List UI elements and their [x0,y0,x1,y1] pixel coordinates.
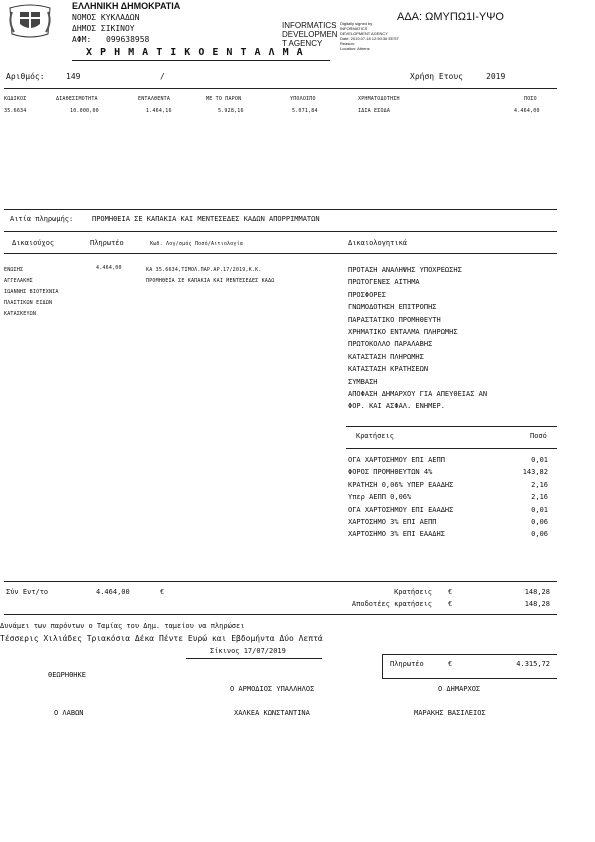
document-item: ΓΝΩΜΟΔΟΤΗΣΗ ΕΠΙΤΡΟΠΗΣ [348,303,437,312]
stamp-detail: Location: Athens [340,46,370,51]
col-header-payable: Πληρωτέο [90,239,124,247]
deduction-label: Υπερ ΑΕΠΠ 0,06% [348,493,412,502]
beneficiary-name-line: ΙΩΑΝΝΗΣ ΒΙΟΤΕΧΝΙΑ [4,289,59,295]
payable-box-top [382,654,557,655]
budget-header-code: ΚΩΔΙΚΟΣ [4,96,27,102]
document-item: ΦΟΡ. ΚΑΙ ΑΣΦΑΛ. ΕΝΗΜΕΡ. [348,402,445,411]
budget-value-remaining: 5.071,84 [292,108,318,114]
remittable-deductions-value: 148,28 [524,600,550,608]
total-entitled-currency: € [160,588,165,596]
budget-header-issued: ΕΝΤΑΛΘΕΝΤΑ [138,96,171,102]
document-item: ΠΡΩΤΟΓΕΝΕΣ ΑΙΤΗΜΑ [348,278,420,287]
deduction-label: ΧΑΡΤΟΣΗΜΟ 3% ΕΠΙ ΕΑΑΔΗΣ [348,530,445,539]
payable-box-left [382,654,383,678]
document-item: ΠΑΡΑΣΤΑΤΙΚΟ ΠΡΟΜΗΘΕΥΤΗ [348,315,441,324]
greek-emblem-logo [4,4,56,38]
payable-label: Πληρωτέο [390,660,424,668]
divider [4,88,557,89]
payment-cause-text: ΠΡΟΜΗΘΕΙΑ ΣΕ ΚΑΠΑΚΙΑ ΚΑΙ ΜΕΝΤΕΣΕΔΕΣ ΚΑΔΩΝ ΑΠΟΡΡΙΜΜΑΤΩΝ [92,215,320,223]
stamp-line: T AGENCY [282,39,323,48]
beneficiary-name-line: ΚΑΤΑΣΚΕΥΩΝ [4,311,37,317]
document-item: ΠΡΟΤΑΣΗ ΑΝΑΛΗΨΗΣ ΥΠΟΧΡΕΩΣΗΣ [348,266,462,274]
beneficiary-detail-line: ΠΡΟΜΗΘΕΙΑ ΣΕ ΚΑΠΑΚΙΑ ΚΑΙ ΜΕΝΤΕΣΕΔΕΣ ΚΑΔΩ [146,278,275,284]
col-header-account: Κωδ. Λογ/σμός Ποσό/Αιτιολογία [150,241,244,247]
deduction-label: ΟΓΑ ΧΑΡΤΟΣΗΜΟΥ ΕΠΙ ΑΕΠΠ [348,456,445,464]
deduction-label: ΚΡΑΤΗΣΗ 0,06% ΥΠΕΡ ΕΑΑΔΗΣ [348,480,454,489]
payable-currency: € [448,660,453,668]
stamp-detail: Date: 2019.07.18 12:50:36 EEST [340,36,399,41]
divider [4,209,557,210]
document-item: ΑΠΟΦΑΣΗ ΔΗΜΑΡΧΟΥ ΓΙΑ ΑΠΕΥΘΕΙΑΣ ΑΝ [348,390,488,399]
header-afm-label: ΑΦΜ: [72,35,92,44]
payment-cause-label: Αιτία πληρωμής: [10,215,74,223]
deduction-label: ΦΟΡΟΣ ΠΡΟΜΗΘΕΥΤΩΝ 4% [348,468,433,477]
deduction-labels [348,454,453,541]
beneficiary-name-line: ΑΓΓΕΛΑΚΗΣ [4,278,33,284]
budget-header-amount: ΠΟΣΟ [524,96,537,102]
remittable-deductions-currency: € [448,600,453,608]
deduction-amount: 0,06 [531,518,548,527]
budget-header-available: ΔΙΑΘΕΣΙΜΟΤΗΤΑ [56,96,98,102]
mayor-name: ΜΑΡΑΚΗΣ ΒΑΣΙΛΕΙΟΣ [414,709,486,717]
payable-value: 4.315,72 [516,660,550,668]
budget-value-issued: 1.464,16 [146,108,172,114]
deduction-amount: 143,82 [522,468,548,477]
budget-value-amount: 4.464,00 [514,108,540,114]
deduction-label: ΟΓΑ ΧΑΡΤΟΣΗΜΟΥ ΕΠΙ ΕΑΑΔΗΣ [348,505,454,514]
deductions-header-amount: Ποσό [530,432,547,440]
budget-value-current: 5.928,16 [218,108,244,114]
deductions-header-label: Κρατήσεις [356,432,394,440]
title-underline [72,60,330,61]
divider [4,253,557,254]
ada-code: ΑΔΑ: ΩΜΥΠΩ1Ι-ΥΨΟ [397,11,504,23]
document-item: ΚΑΤΑΣΤΑΣΗ ΠΛΗΡΩΜΗΣ [348,352,424,361]
beneficiary-name-line: ΕΝΩΣΗΣ [4,267,24,273]
approved-label: ΘΕΩΡΗΘΗΚΕ [48,671,86,679]
col-header-beneficiary: Δικαιούχος [12,239,55,247]
document-item: ΚΑΤΑΣΤΑΣΗ ΚΡΑΤΗΣΕΩΝ [348,365,429,374]
payable-box-bottom [382,678,557,679]
beneficiary-amount: 4.464,00 [96,265,122,271]
total-deductions-label: Κρατήσεις [394,588,432,596]
stamp-line: INFORMATICS [282,21,337,30]
budget-value-code: 35.6634 [4,108,27,114]
fiscal-year-label: Χρήση Ετους [410,72,463,81]
deduction-amounts [486,454,548,541]
responsible-employee-name: ΧΑΛΚΕΑ ΚΩΝΣΤΑΝΤΙΝΑ [234,709,310,717]
number-slash: / [160,72,165,81]
header-country: ΕΛΛΗΝΙΚΗ ΔΗΜΟΚΡΑΤΙΑ [72,1,181,11]
responsible-employee-title: Ο ΑΡΜΟΔΙΟΣ ΥΠΑΛΛΗΛΟΣ [230,685,315,693]
budget-value-funding: ΙΔΙΑ ΕΣΟΔΑ [358,108,391,114]
stamp-detail: Digitally signed by [340,21,373,26]
total-deductions-value: 148,28 [524,588,550,596]
deduction-amount: 2,16 [531,493,548,502]
beneficiary-detail-line: ΚΑ 35.6634,ΤΙΜΟΛ.ΠΑΡ.ΑΡ.17/2019,Κ.Κ. [146,267,262,273]
document-item: ΠΡΩΤΟΚΟΛΛΟ ΠΑΡΑΛΑΒΗΣ [348,340,433,349]
budget-header-current: ΜΕ ΤΟ ΠΑΡΟΝ [206,96,242,102]
beneficiary-detail [146,265,274,287]
document-item: ΧΡΗΜΑΤΙΚΟ ΕΝΤΑΛΜΑ ΠΛΗΡΩΜΗΣ [348,328,458,337]
document-item: ΣΥΜΒΑΣΗ [348,377,378,386]
deduction-amount: 0,06 [531,530,548,539]
fiscal-year-value: 2019 [486,72,506,81]
header-municipality: ΔΗΜΟΣ ΣΙΚΙΝΟΥ [72,24,135,33]
total-entitled-value: 4.464,00 [96,588,130,596]
number-value: 149 [66,72,81,81]
recipient-title: Ο ΛΑΒΩΝ [54,709,84,717]
total-entitled-label: Σύν Εντ/το [6,588,49,596]
remittable-deductions-label: Αποδοτέες κρατήσεις [351,600,432,608]
header-prefecture: ΝΟΜΟΣ ΚΥΚΛΑΔΩΝ [72,13,140,22]
deduction-label: ΧΑΡΤΟΣΗΜΟ 3% ΕΠΙ ΑΕΠΠ [348,518,437,527]
beneficiary-name [4,265,59,320]
budget-header-funding: ΧΡΗΜΑΤΟΔΟΤΗΣΗ [358,96,400,102]
budget-value-available: 10.000,00 [70,108,99,114]
document-item: ΠΡΟΣΦΟΡΕΣ [348,290,386,299]
divider [346,448,557,449]
stamp-detail: Reason: [340,41,355,46]
divider [4,231,557,232]
payment-instruction: Δυνάμει των παρόντων ο Ταμίας του Δημ. ταμείου να πληρώσει [0,622,245,630]
deduction-amount: 0,01 [531,456,548,464]
amount-in-words: Τέσσερις Χιλιάδες Τριακόσια Δέκα Πέντε Ευρώ και Εβδομήντα Δύο Λεπτά [0,634,323,643]
divider [4,581,557,582]
divider [4,614,557,615]
col-header-documents: Δικαιολογητικά [348,239,408,247]
document-title: Χ Ρ Η Μ Α Τ Ι Κ Ο Ε Ν Τ Α Λ Μ Α [86,47,304,58]
place-and-date: Σίκινος 17/07/2019 [210,647,286,655]
header-afm-value: 099638958 [106,35,150,44]
beneficiary-name-line: ΠΛΑΣΤΙΚΩΝ ΕΙΔΩΝ [4,300,53,306]
stamp-line: DEVELOPMEN [282,30,338,39]
deduction-amount: 0,01 [531,505,548,514]
digital-signature-details [340,21,399,51]
digital-signature-stamp [282,21,338,48]
total-deductions-currency: € [448,588,453,596]
budget-header-remaining: ΥΠΟΛΟΙΠΟ [290,96,316,102]
divider [346,426,557,427]
stamp-detail: INFORMATICS [340,26,368,31]
stamp-detail: DEVELOPMENT AGENCY [340,31,388,36]
number-label: Αριθμός: [6,72,45,81]
date-underline [186,658,322,659]
mayor-title: Ο ΔΗΜΑΡΧΟΣ [438,685,481,693]
documents-list [348,264,487,413]
deduction-amount: 2,16 [531,480,548,489]
